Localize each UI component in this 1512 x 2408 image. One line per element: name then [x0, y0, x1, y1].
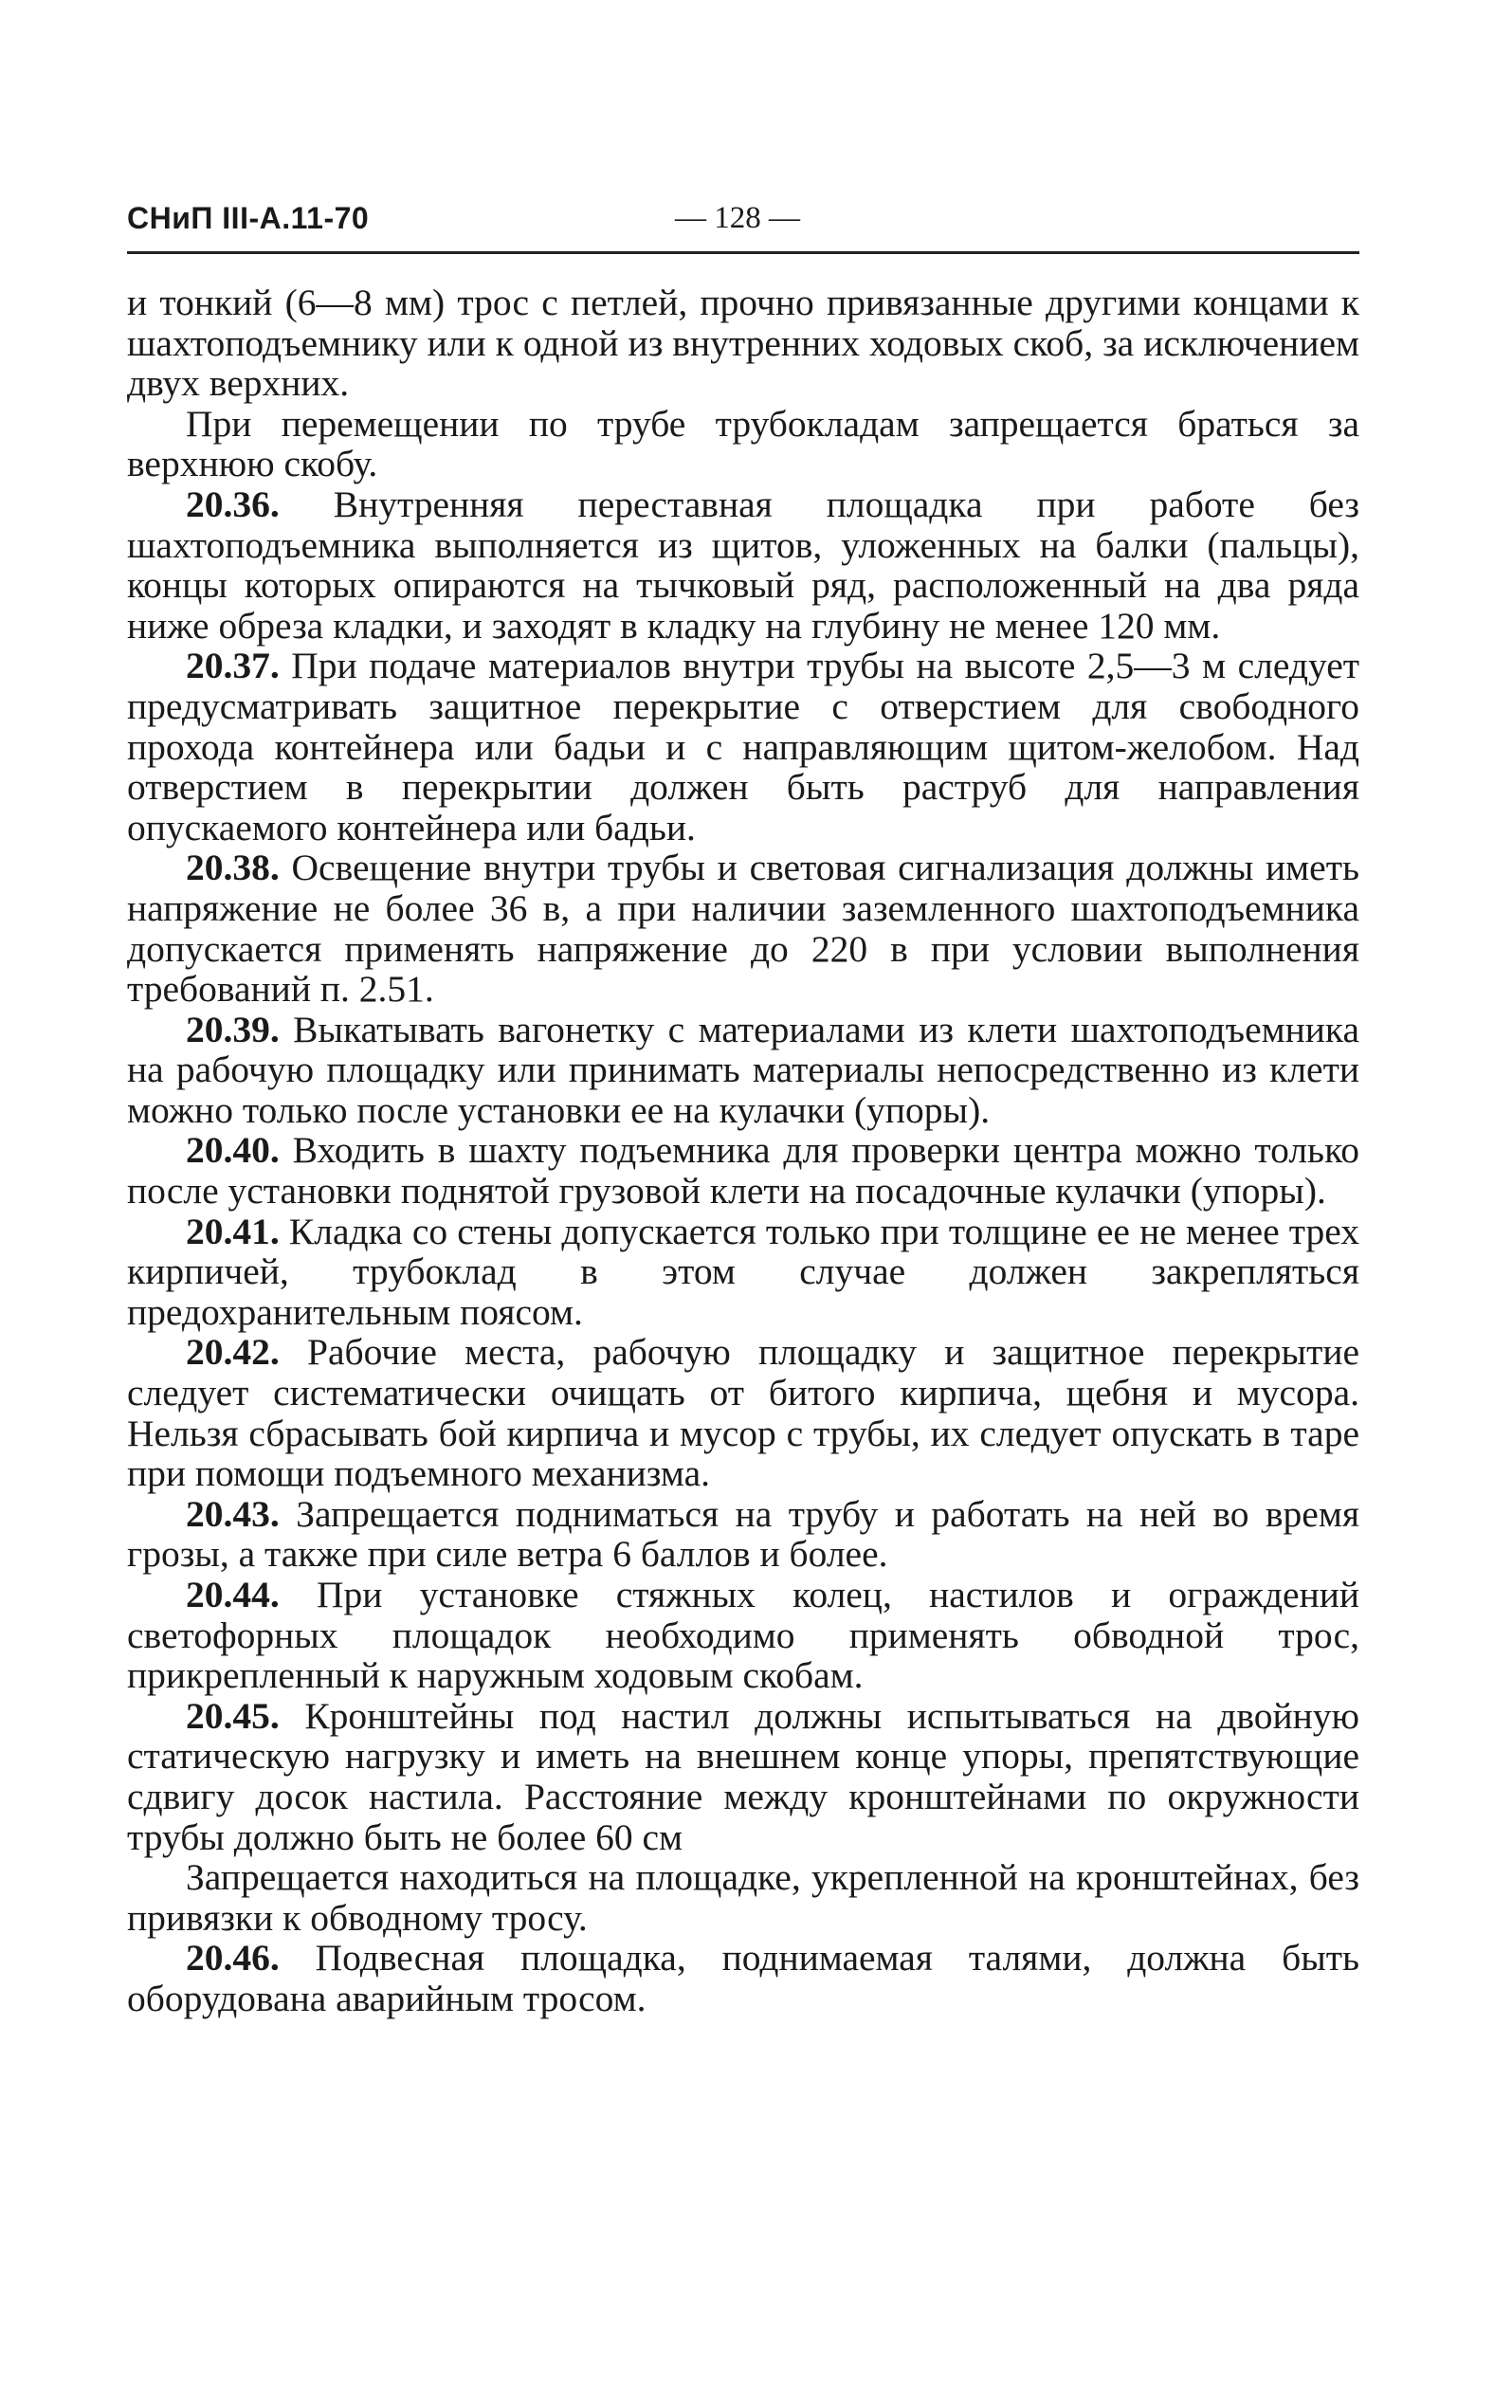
clause-number: 20.38.: [186, 847, 280, 889]
paragraph: 20.45. Кронштейны под настил должны испытываться на двойную статическую нагрузку и иметь на внешнем конце упоры, препятствующие сдвигу досок настила. Расстояние между кронштейнами по окружности трубы должно быть не более 60 см: [127, 1694, 1360, 1858]
page-number: — 128 —: [675, 201, 800, 235]
paragraph: При перемещении по трубе трубокладам запрещается браться за верхнюю скобу.: [127, 402, 1359, 485]
clause-number: 20.39.: [186, 1008, 280, 1050]
paragraph: 20.44. При установке стяжных колец, настилов и ограждений светофорных площадок необходимо применять обводной трос, прикрепленный к наружным ходовым скобам.: [127, 1574, 1359, 1697]
document-code: СНиП III-А.11-70: [127, 201, 370, 235]
paragraph: 20.37. При подаче материалов внутри трубы на высоте 2,5—3 м следует предусматривать защитное перекрытие с отверстием для свободного прохода контейнера или бадьи и с направляющим щитом-желобом. Над отверстием в перекрытии должен быть раструб для направления опускаемого контейнера или бадьи.: [127, 645, 1359, 848]
body-text: [127, 283, 1359, 2019]
paragraph: 20.42. Рабочие места, рабочую площадку и защитное перекрытие следует систематически очищать от битого кирпича, щебня и мусора. Нельзя сбрасывать бой кирпича и мусор с трубы, их следует опускать в таре при помощи подъемного механизма.: [127, 1331, 1359, 1495]
paragraph: и тонкий (6—8 мм) трос с петлей, прочно привязанные другими концами к шахтоподъемнику или к одной из внутренних ходовых скоб, за исключением двух верхних.: [127, 282, 1359, 405]
paragraph: 20.39. Выкатывать вагонетку с материалами из клети шахтоподъемника на рабочую площадку или принимать материалы непосредственно из клети можно только после установки ее на кулачки (упоры).: [127, 1008, 1360, 1131]
clause-number: 20.36.: [186, 483, 280, 525]
page-header: [127, 201, 1359, 248]
clause-number: 20.41.: [186, 1210, 280, 1252]
clause-number: 20.45.: [186, 1694, 280, 1737]
header-rule: [127, 251, 1359, 254]
clause-number: 20.40.: [186, 1129, 280, 1172]
paragraph: 20.40. Входить в шахту подъемника для проверки центра можно только после установки поднятой грузовой клети на посадочные кулачки (упоры).: [127, 1129, 1360, 1213]
paragraph: 20.41. Кладка со стены допускается только при толщине ее не менее трех кирпичей, трубоклад в этом случае должен закрепляться предохранительным поясом.: [127, 1210, 1359, 1333]
paragraph: 20.43. Запрещается подниматься на трубу и работать на ней во время грозы, а также при силе ветра 6 баллов и более.: [127, 1492, 1360, 1576]
clause-number: 20.44.: [186, 1574, 280, 1615]
paragraph: 20.38. Освещение внутри трубы и световая сигнализация должны иметь напряжение не более 36 в, а при наличии заземленного шахтоподъемника допускается применять напряжение до 220 в при условии выполнения требований п. 2.51.: [127, 847, 1359, 1011]
clause-number: 20.42.: [186, 1331, 280, 1374]
clause-number: 20.46.: [186, 1937, 280, 1979]
clause-number: 20.43.: [186, 1492, 280, 1535]
clause-number: 20.37.: [186, 645, 280, 687]
paragraph: Запрещается находиться на площадке, укрепленной на кронштейнах, без привязки к обводному тросу.: [127, 1856, 1359, 1939]
paragraph: 20.36. Внутренняя переставная площадка при работе без шахтоподъемника выполняется из щитов, уложенных на балки (пальцы), концы которых опираются на тычковый ряд, расположенный на два ряда ниже обреза кладки, и заходят в кладку на глубину не менее 120 мм.: [127, 483, 1360, 647]
paragraph: 20.46. Подвесная площадка, поднимаемая талями, должна быть оборудована аварийным тросом.: [127, 1937, 1360, 2019]
